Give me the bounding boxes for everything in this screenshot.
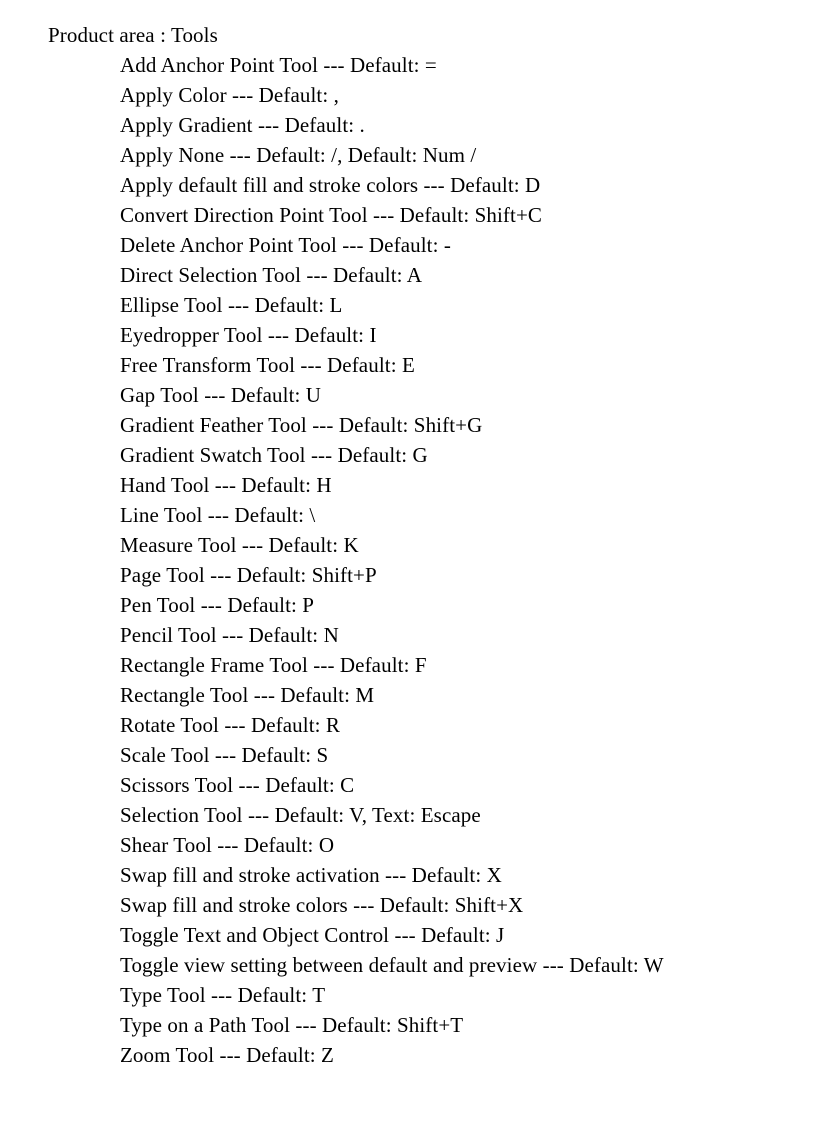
shortcut-item: Swap fill and stroke activation --- Default: X (120, 863, 502, 887)
shortcut-item: Apply Gradient --- Default: . (120, 113, 365, 137)
shortcut-item: Eyedropper Tool --- Default: I (120, 323, 377, 347)
shortcut-item: Type Tool --- Default: T (120, 983, 326, 1007)
shortcut-item: Direct Selection Tool --- Default: A (120, 263, 423, 287)
shortcut-item: Ellipse Tool --- Default: L (120, 293, 343, 317)
shortcut-item: Gradient Swatch Tool --- Default: G (120, 443, 428, 467)
shortcut-item: Zoom Tool --- Default: Z (120, 1043, 334, 1067)
shortcut-item: Apply None --- Default: /, Default: Num / (120, 143, 477, 167)
shortcut-item: Selection Tool --- Default: V, Text: Escape (120, 803, 481, 827)
page-title: Product area : Tools (48, 23, 218, 47)
shortcut-item: Type on a Path Tool --- Default: Shift+T (120, 1013, 464, 1037)
shortcut-item: Gradient Feather Tool --- Default: Shift+G (120, 413, 483, 437)
shortcut-list (0, 50, 825, 1070)
shortcut-item: Pencil Tool --- Default: N (120, 623, 339, 647)
shortcut-item: Add Anchor Point Tool --- Default: = (120, 53, 437, 77)
shortcut-item: Convert Direction Point Tool --- Default: Shift+C (120, 203, 542, 227)
shortcut-item: Free Transform Tool --- Default: E (120, 353, 415, 377)
shortcut-item: Pen Tool --- Default: P (120, 593, 315, 617)
shortcut-item: Rectangle Frame Tool --- Default: F (120, 653, 427, 677)
shortcut-item: Apply Color --- Default: , (120, 83, 339, 107)
shortcut-item: Swap fill and stroke colors --- Default: Shift+X (120, 893, 524, 917)
shortcut-item: Shear Tool --- Default: O (120, 833, 335, 857)
shortcut-item: Apply default fill and stroke colors --- Default: D (120, 173, 541, 197)
shortcut-item: Line Tool --- Default: \ (120, 503, 316, 527)
shortcut-item: Toggle view setting between default and preview --- Default: W (120, 953, 664, 977)
shortcut-item: Rectangle Tool --- Default: M (120, 683, 375, 707)
shortcut-item: Delete Anchor Point Tool --- Default: - (120, 233, 451, 257)
shortcut-item: Measure Tool --- Default: K (120, 533, 359, 557)
shortcut-item: Page Tool --- Default: Shift+P (120, 563, 377, 587)
shortcut-item: Toggle Text and Object Control --- Default: J (120, 923, 505, 947)
shortcut-item: Scissors Tool --- Default: C (120, 773, 355, 797)
shortcut-item: Rotate Tool --- Default: R (120, 713, 341, 737)
shortcut-item: Hand Tool --- Default: H (120, 473, 332, 497)
shortcut-item: Scale Tool --- Default: S (120, 743, 329, 767)
shortcut-item: Gap Tool --- Default: U (120, 383, 322, 407)
